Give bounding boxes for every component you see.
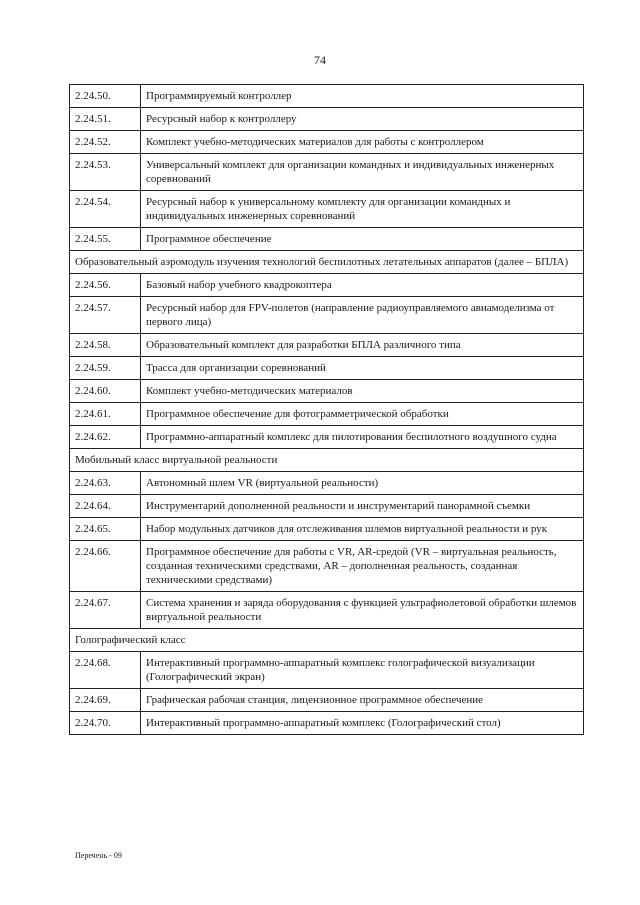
item-description: Интерактивный программно-аппаратный комплекс голографической визуализации (Голографический экран) <box>141 652 584 689</box>
item-number: 2.24.56. <box>70 274 141 297</box>
footer-label: Перечень - 09 <box>75 851 122 860</box>
item-number: 2.24.67. <box>70 592 141 629</box>
item-description: Программно-аппаратный комплекс для пилотирования беспилотного воздушного судна <box>141 426 584 449</box>
table-row <box>70 108 584 131</box>
table-row <box>70 85 584 108</box>
item-description: Программное обеспечение <box>141 228 584 251</box>
item-number: 2.24.64. <box>70 495 141 518</box>
item-number: 2.24.65. <box>70 518 141 541</box>
item-description: Комплект учебно-методических материалов для работы с контроллером <box>141 131 584 154</box>
item-number: 2.24.66. <box>70 541 141 592</box>
item-description: Программное обеспечение для работы с VR, AR-средой (VR – виртуальная реальность, созданная техническими средствами, AR – дополненная реальность, созданная техническими средствами) <box>141 541 584 592</box>
item-description: Ресурсный набор для FPV-полетов (направление радиоуправляемого авиамоделизма от первого лица) <box>141 297 584 334</box>
item-number: 2.24.52. <box>70 131 141 154</box>
item-description: Комплект учебно-методических материалов <box>141 380 584 403</box>
item-description: Программируемый контроллер <box>141 85 584 108</box>
item-number: 2.24.70. <box>70 712 141 735</box>
table-row <box>70 380 584 403</box>
item-number: 2.24.62. <box>70 426 141 449</box>
section-row <box>70 449 584 472</box>
table-row <box>70 131 584 154</box>
table-row <box>70 274 584 297</box>
table-row <box>70 334 584 357</box>
item-number: 2.24.61. <box>70 403 141 426</box>
item-description: Инструментарий дополненной реальности и инструментарий панорамной съемки <box>141 495 584 518</box>
table-row <box>70 495 584 518</box>
table-row <box>70 541 584 592</box>
table-row <box>70 191 584 228</box>
item-number: 2.24.51. <box>70 108 141 131</box>
item-number: 2.24.53. <box>70 154 141 191</box>
table-body <box>70 85 584 735</box>
item-number: 2.24.55. <box>70 228 141 251</box>
section-row <box>70 629 584 652</box>
table-row <box>70 228 584 251</box>
equipment-table <box>69 84 584 735</box>
section-title: Голографический класс <box>70 629 584 652</box>
table-row <box>70 154 584 191</box>
table-row <box>70 357 584 380</box>
item-description: Базовый набор учебного квадрокоптера <box>141 274 584 297</box>
table-row <box>70 472 584 495</box>
item-description: Система хранения и заряда оборудования с функцией ультрафиолетовой обработки шлемов виртуальной реальности <box>141 592 584 629</box>
item-description: Программное обеспечение для фотограмметрической обработки <box>141 403 584 426</box>
table-row <box>70 689 584 712</box>
page-number: 74 <box>314 53 326 67</box>
table-row <box>70 518 584 541</box>
item-number: 2.24.57. <box>70 297 141 334</box>
item-description: Ресурсный набор к универсальному комплекту для организации командных и индивидуальных инженерных соревнований <box>141 191 584 228</box>
section-title: Образовательный аэромодуль изучения технологий беспилотных летательных аппаратов (далее – БПЛА) <box>70 251 584 274</box>
table-row <box>70 712 584 735</box>
item-number: 2.24.69. <box>70 689 141 712</box>
item-number: 2.24.50. <box>70 85 141 108</box>
section-title: Мобильный класс виртуальной реальности <box>70 449 584 472</box>
table-row <box>70 297 584 334</box>
item-description: Ресурсный набор к контроллеру <box>141 108 584 131</box>
item-number: 2.24.59. <box>70 357 141 380</box>
item-number: 2.24.60. <box>70 380 141 403</box>
item-number: 2.24.58. <box>70 334 141 357</box>
item-description: Графическая рабочая станция, лицензионное программное обеспечение <box>141 689 584 712</box>
item-description: Образовательный комплект для разработки БПЛА различного типа <box>141 334 584 357</box>
table-row <box>70 403 584 426</box>
section-row <box>70 251 584 274</box>
item-number: 2.24.54. <box>70 191 141 228</box>
table-row <box>70 592 584 629</box>
item-number: 2.24.63. <box>70 472 141 495</box>
table-row <box>70 426 584 449</box>
item-description: Набор модульных датчиков для отслеживания шлемов виртуальной реальности и рук <box>141 518 584 541</box>
item-description: Автономный шлем VR (виртуальной реальности) <box>141 472 584 495</box>
table-row <box>70 652 584 689</box>
item-description: Интерактивный программно-аппаратный комплекс (Голографический стол) <box>141 712 584 735</box>
item-description: Универсальный комплект для организации командных и индивидуальных инженерных соревнований <box>141 154 584 191</box>
item-number: 2.24.68. <box>70 652 141 689</box>
item-description: Трасса для организации соревнований <box>141 357 584 380</box>
